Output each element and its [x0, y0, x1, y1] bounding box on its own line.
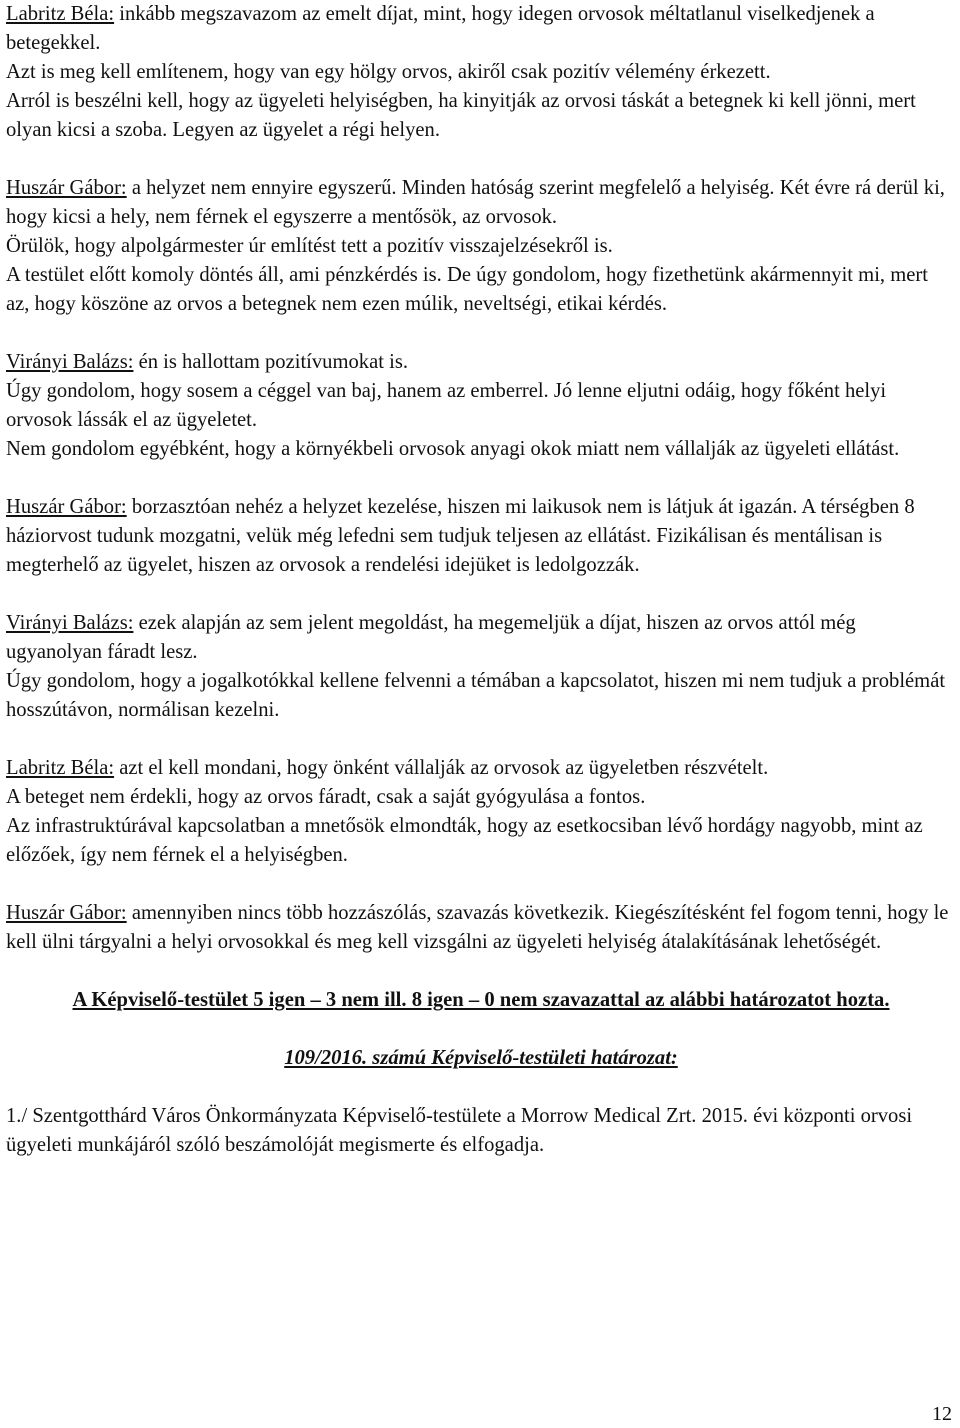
- speech-block: [6, 609, 956, 725]
- paragraph: [6, 232, 956, 261]
- speech-block: [6, 0, 956, 145]
- paragraph: [6, 261, 956, 319]
- speech-text: én is hallottam pozitívumokat is.: [133, 351, 408, 373]
- paragraph: [6, 377, 956, 435]
- resolution-title: 109/2016. számú Képviselő-testületi határozat:: [284, 1047, 678, 1069]
- paragraph: [6, 609, 956, 667]
- paragraph: [6, 174, 956, 232]
- speech-text: Arról is beszélni kell, hogy az ügyeleti helyiségben, ha kinyitják az orvosi táskát a betegnek ki kell jönni, mert olyan kicsi a szoba. Legyen az ügyelet a régi helyen.: [6, 90, 916, 141]
- speech-text: Örülök, hogy alpolgármester úr említést tett a pozitív visszajelzésekről is.: [6, 235, 613, 257]
- paragraph: [6, 493, 956, 580]
- document-page: [6, 0, 956, 1160]
- speech-text: A testület előtt komoly döntés áll, ami pénzkérdés is. De úgy gondolom, hogy fizethetünk akármennyit mi, mert az, hogy köszöne az orvos a betegnek nem ezen múlik, neveltségi, etikai kérdés.: [6, 264, 928, 315]
- speaker-name: Virányi Balázs:: [6, 351, 134, 373]
- speech-text: inkább megszavazom az emelt díjat, mint, hogy idegen orvosok méltatlanul viselkedjenek a betegekkel.: [6, 3, 875, 54]
- speech-text: Úgy gondolom, hogy a jogalkotókkal kellene felvenni a témában a kapcsolatot, hiszen mi nem tudjuk a problémát hosszútávon, normálisan kezelni.: [6, 670, 946, 721]
- vote-decision: A Képviselő-testület 5 igen – 3 nem ill. 8 igen – 0 nem szavazattal az alábbi határozatot hozta.: [72, 989, 890, 1011]
- paragraph: [6, 58, 956, 87]
- speech-text: ezek alapján az sem jelent megoldást, ha megemeljük a díjat, hiszen az orvos attól még ugyanolyan fáradt lesz.: [6, 612, 856, 663]
- speech-block: [6, 174, 956, 319]
- resolution-text: 1./ Szentgotthárd Város Önkormányzata Képviselő-testülete a Morrow Medical Zrt. 2015. évi központi orvosi ügyeleti munkájáról szóló beszámolóját megismerte és elfogadja.: [6, 1105, 913, 1156]
- paragraph: [6, 435, 956, 464]
- speaker-name: Huszár Gábor:: [6, 902, 127, 924]
- paragraph: [6, 667, 956, 725]
- paragraph: [6, 899, 956, 957]
- paragraph: [6, 0, 956, 58]
- speaker-name: Labritz Béla:: [6, 3, 115, 25]
- speech-block: [6, 754, 956, 870]
- speaker-name: Virányi Balázs:: [6, 612, 134, 634]
- speech-text: Nem gondolom egyébként, hogy a környékbeli orvosok anyagi okok miatt nem vállalják az ügyeleti ellátást.: [6, 438, 900, 460]
- speech-text: Úgy gondolom, hogy sosem a céggel van baj, hanem az emberrel. Jó lenne eljutni odáig, hogy főként helyi orvosok lássák el az ügyeletet.: [6, 380, 887, 431]
- speech-text: a helyzet nem ennyire egyszerű. Minden hatóság szerint megfelelő a helyiség. Két évre rá derül ki, hogy kicsi a hely, nem férnek el egyszerre a mentősök, az orvosok.: [6, 177, 945, 228]
- paragraph: [6, 754, 956, 783]
- speech-text: A beteget nem érdekli, hogy az orvos fáradt, csak a saját gyógyulása a fontos.: [6, 786, 646, 808]
- speech-block: [6, 493, 956, 580]
- paragraph: [6, 783, 956, 812]
- speech-text: amennyiben nincs több hozzászólás, szavazás következik. Kiegészítésként fel fogom tenni, hogy le kell ülni tárgyalni a helyi orvosokkal és meg kell vizsgálni az ügyeleti helyiség átalakításának lehetőségét.: [6, 902, 949, 953]
- speaker-name: Labritz Béla:: [6, 757, 115, 779]
- speaker-name: Huszár Gábor:: [6, 496, 127, 518]
- speech-text: azt el kell mondani, hogy önként vállalják az orvosok az ügyeletben részvételt.: [114, 757, 769, 779]
- page-number: 12: [932, 1403, 952, 1425]
- speech-text: borzasztóan nehéz a helyzet kezelése, hiszen mi laikusok nem is látjuk át igazán. A térségben 8 háziorvost tudunk mozgatni, velük még lefedni sem tudjuk teljesen az ellátást. Fizikálisan és mentálisan is megterhelő az ügyelet, hiszen az orvosok a rendelési idejüket is ledolgozzák.: [6, 496, 915, 576]
- speech-text: Az infrastruktúrával kapcsolatban a mnetősök elmondták, hogy az esetkocsiban lévő hordágy nagyobb, mint az előzőek, így nem férnek el a helyiségben.: [6, 815, 923, 866]
- paragraph: [6, 348, 956, 377]
- speech-block: [6, 348, 956, 464]
- paragraph: [6, 812, 956, 870]
- speech-text: Azt is meg kell említenem, hogy van egy hölgy orvos, akiről csak pozitív vélemény érkezett.: [6, 61, 771, 83]
- speech-block: [6, 899, 956, 957]
- speaker-name: Huszár Gábor:: [6, 177, 127, 199]
- paragraph: [6, 87, 956, 145]
